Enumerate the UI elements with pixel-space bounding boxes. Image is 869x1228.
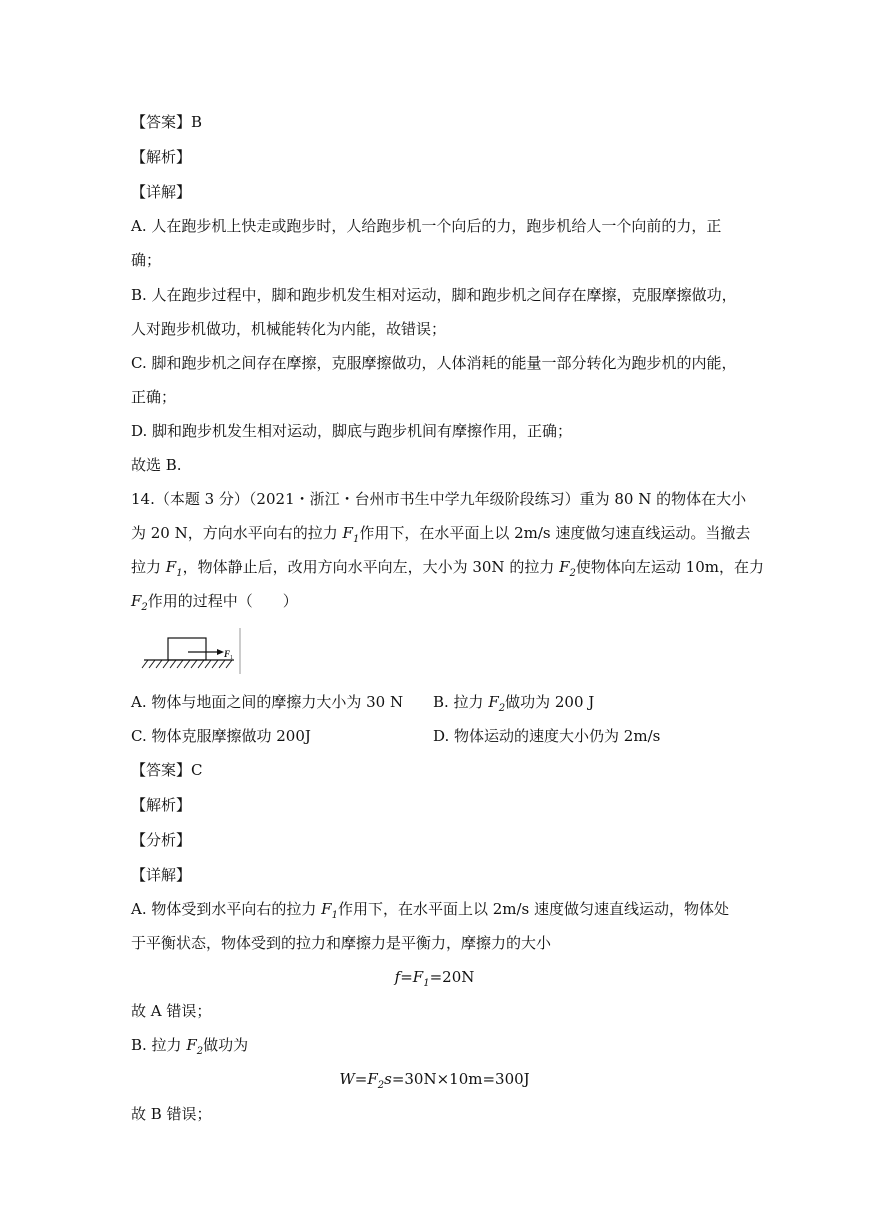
force-subscript: 2	[141, 602, 148, 613]
force-symbol: F	[412, 968, 424, 986]
block	[168, 638, 206, 660]
explanation-text: A. 物体受到水平向右的拉力	[131, 900, 322, 918]
explanation-b-line-1	[131, 1035, 248, 1062]
stem-text: 使物体向左运动 10m，在力	[575, 558, 764, 576]
explanation-d-line-1: D. 脚和跑步机发生相对运动，脚底与跑步机间有摩擦作用，正确；	[131, 422, 573, 440]
detail-label: 【详解】	[131, 866, 192, 884]
question-14-stem-line-1: 14.（本题 3 分）（2021・浙江・台州市书生中学九年级阶段练习）重为 80 N 的物体在大小	[131, 490, 747, 508]
explanation-a-line-1: A. 人在跑步机上快走或跑步时，人给跑步机一个向后的力，跑步机给人一个向前的力，正	[131, 217, 722, 235]
force-symbol: F	[559, 558, 570, 576]
force-subscript: 1	[331, 910, 338, 921]
explanation-c-line-2: 正确；	[131, 388, 177, 406]
option-text: B. 拉力	[433, 693, 489, 711]
force-subscript: 2	[196, 1046, 204, 1057]
explanation-b-conclusion: 故 B 错误；	[131, 1105, 212, 1123]
explanation-a-line-2: 于平衡状态，物体受到的拉力和摩擦力是平衡力，摩擦力的大小	[131, 934, 552, 952]
question-14-stem-line-3	[131, 557, 764, 584]
question-14-stem-line-2	[131, 523, 750, 550]
force-symbol: F	[131, 592, 142, 610]
stem-text: 拉力	[131, 558, 166, 576]
stem-text: ，物体静止后，改用方向水平向左，大小为 30N 的拉力	[182, 558, 560, 576]
eq-value: =30N×10m=300J	[391, 1070, 530, 1088]
option-text: 做功为 200 J	[505, 693, 595, 711]
ground-hatching	[142, 660, 232, 668]
force-symbol: F	[321, 900, 332, 918]
detail-label: 【详解】	[131, 183, 192, 201]
explanation-a-conclusion: 故 A 错误；	[131, 1002, 212, 1020]
breakdown-label: 【分析】	[131, 831, 192, 849]
force-subscript: 1	[352, 534, 360, 545]
equation-friction: $f=F_1=20N$	[394, 968, 475, 989]
option-d: D. 物体运动的速度大小仍为 2m/s	[433, 727, 661, 745]
stem-text: 作用的过程中（ ）	[147, 592, 298, 610]
answer-label: 【答案】C	[131, 761, 203, 779]
explanation-c-line-1: C. 脚和跑步机之间存在摩擦，克服摩擦做功，人体消耗的能量一部分转化为跑步机的内能，	[131, 354, 737, 372]
equation-work: $W=F_2s=30N\times 10m=300J$	[339, 1070, 530, 1091]
force-subscript: 2	[377, 1080, 385, 1091]
force-symbol: F	[367, 1070, 378, 1088]
question-14-stem-line-4	[131, 591, 298, 618]
stem-text: 为 20 N，方向水平向右的拉力	[131, 524, 343, 542]
force-symbol: F	[186, 1036, 197, 1054]
block-force-diagram	[138, 628, 242, 674]
analysis-label: 【解析】	[131, 796, 192, 814]
force-subscript: 2	[569, 568, 576, 579]
stem-text: 作用下，在水平面上以 2m/s 速度做匀速直线运动。当撤去	[359, 524, 751, 542]
eq-symbol: f	[394, 968, 401, 986]
force-label-subscript: 1	[230, 655, 233, 661]
force-symbol: F	[342, 524, 353, 542]
explanation-text: 做功为	[203, 1036, 249, 1054]
explanation-text: 作用下，在水平面上以 2m/s 速度做匀速直线运动，物体处	[337, 900, 729, 918]
force-symbol: F	[488, 693, 499, 711]
option-c: C. 物体克服摩擦做功 200J	[131, 727, 311, 745]
force-arrow-head	[217, 649, 224, 655]
explanation-a-line-1	[131, 899, 729, 926]
explanation-b-line-2: 人对跑步机做功，机械能转化为内能，故错误；	[131, 320, 447, 338]
option-a: A. 物体与地面之间的摩擦力大小为 30 N	[131, 693, 404, 711]
force-subscript: 2	[498, 703, 506, 714]
answer-label: 【答案】B	[131, 113, 203, 131]
option-b	[433, 692, 594, 719]
analysis-label: 【解析】	[131, 148, 192, 166]
eq-symbol: W	[339, 1070, 355, 1088]
conclusion: 故选 B.	[131, 456, 182, 474]
explanation-a-line-2: 确；	[131, 251, 162, 269]
explanation-b-line-1: B. 人在跑步过程中，脚和跑步机发生相对运动，脚和跑步机之间存在摩擦，克服摩擦做功，	[131, 286, 737, 304]
physics-figure	[138, 628, 242, 674]
eq-value: =20N	[429, 968, 475, 986]
force-subscript: 1	[423, 978, 430, 989]
eq-symbol: s	[384, 1070, 392, 1088]
force-subscript: 1	[176, 568, 183, 579]
force-label: F	[224, 649, 231, 659]
explanation-text: B. 拉力	[131, 1036, 187, 1054]
force-symbol: F	[165, 558, 177, 576]
